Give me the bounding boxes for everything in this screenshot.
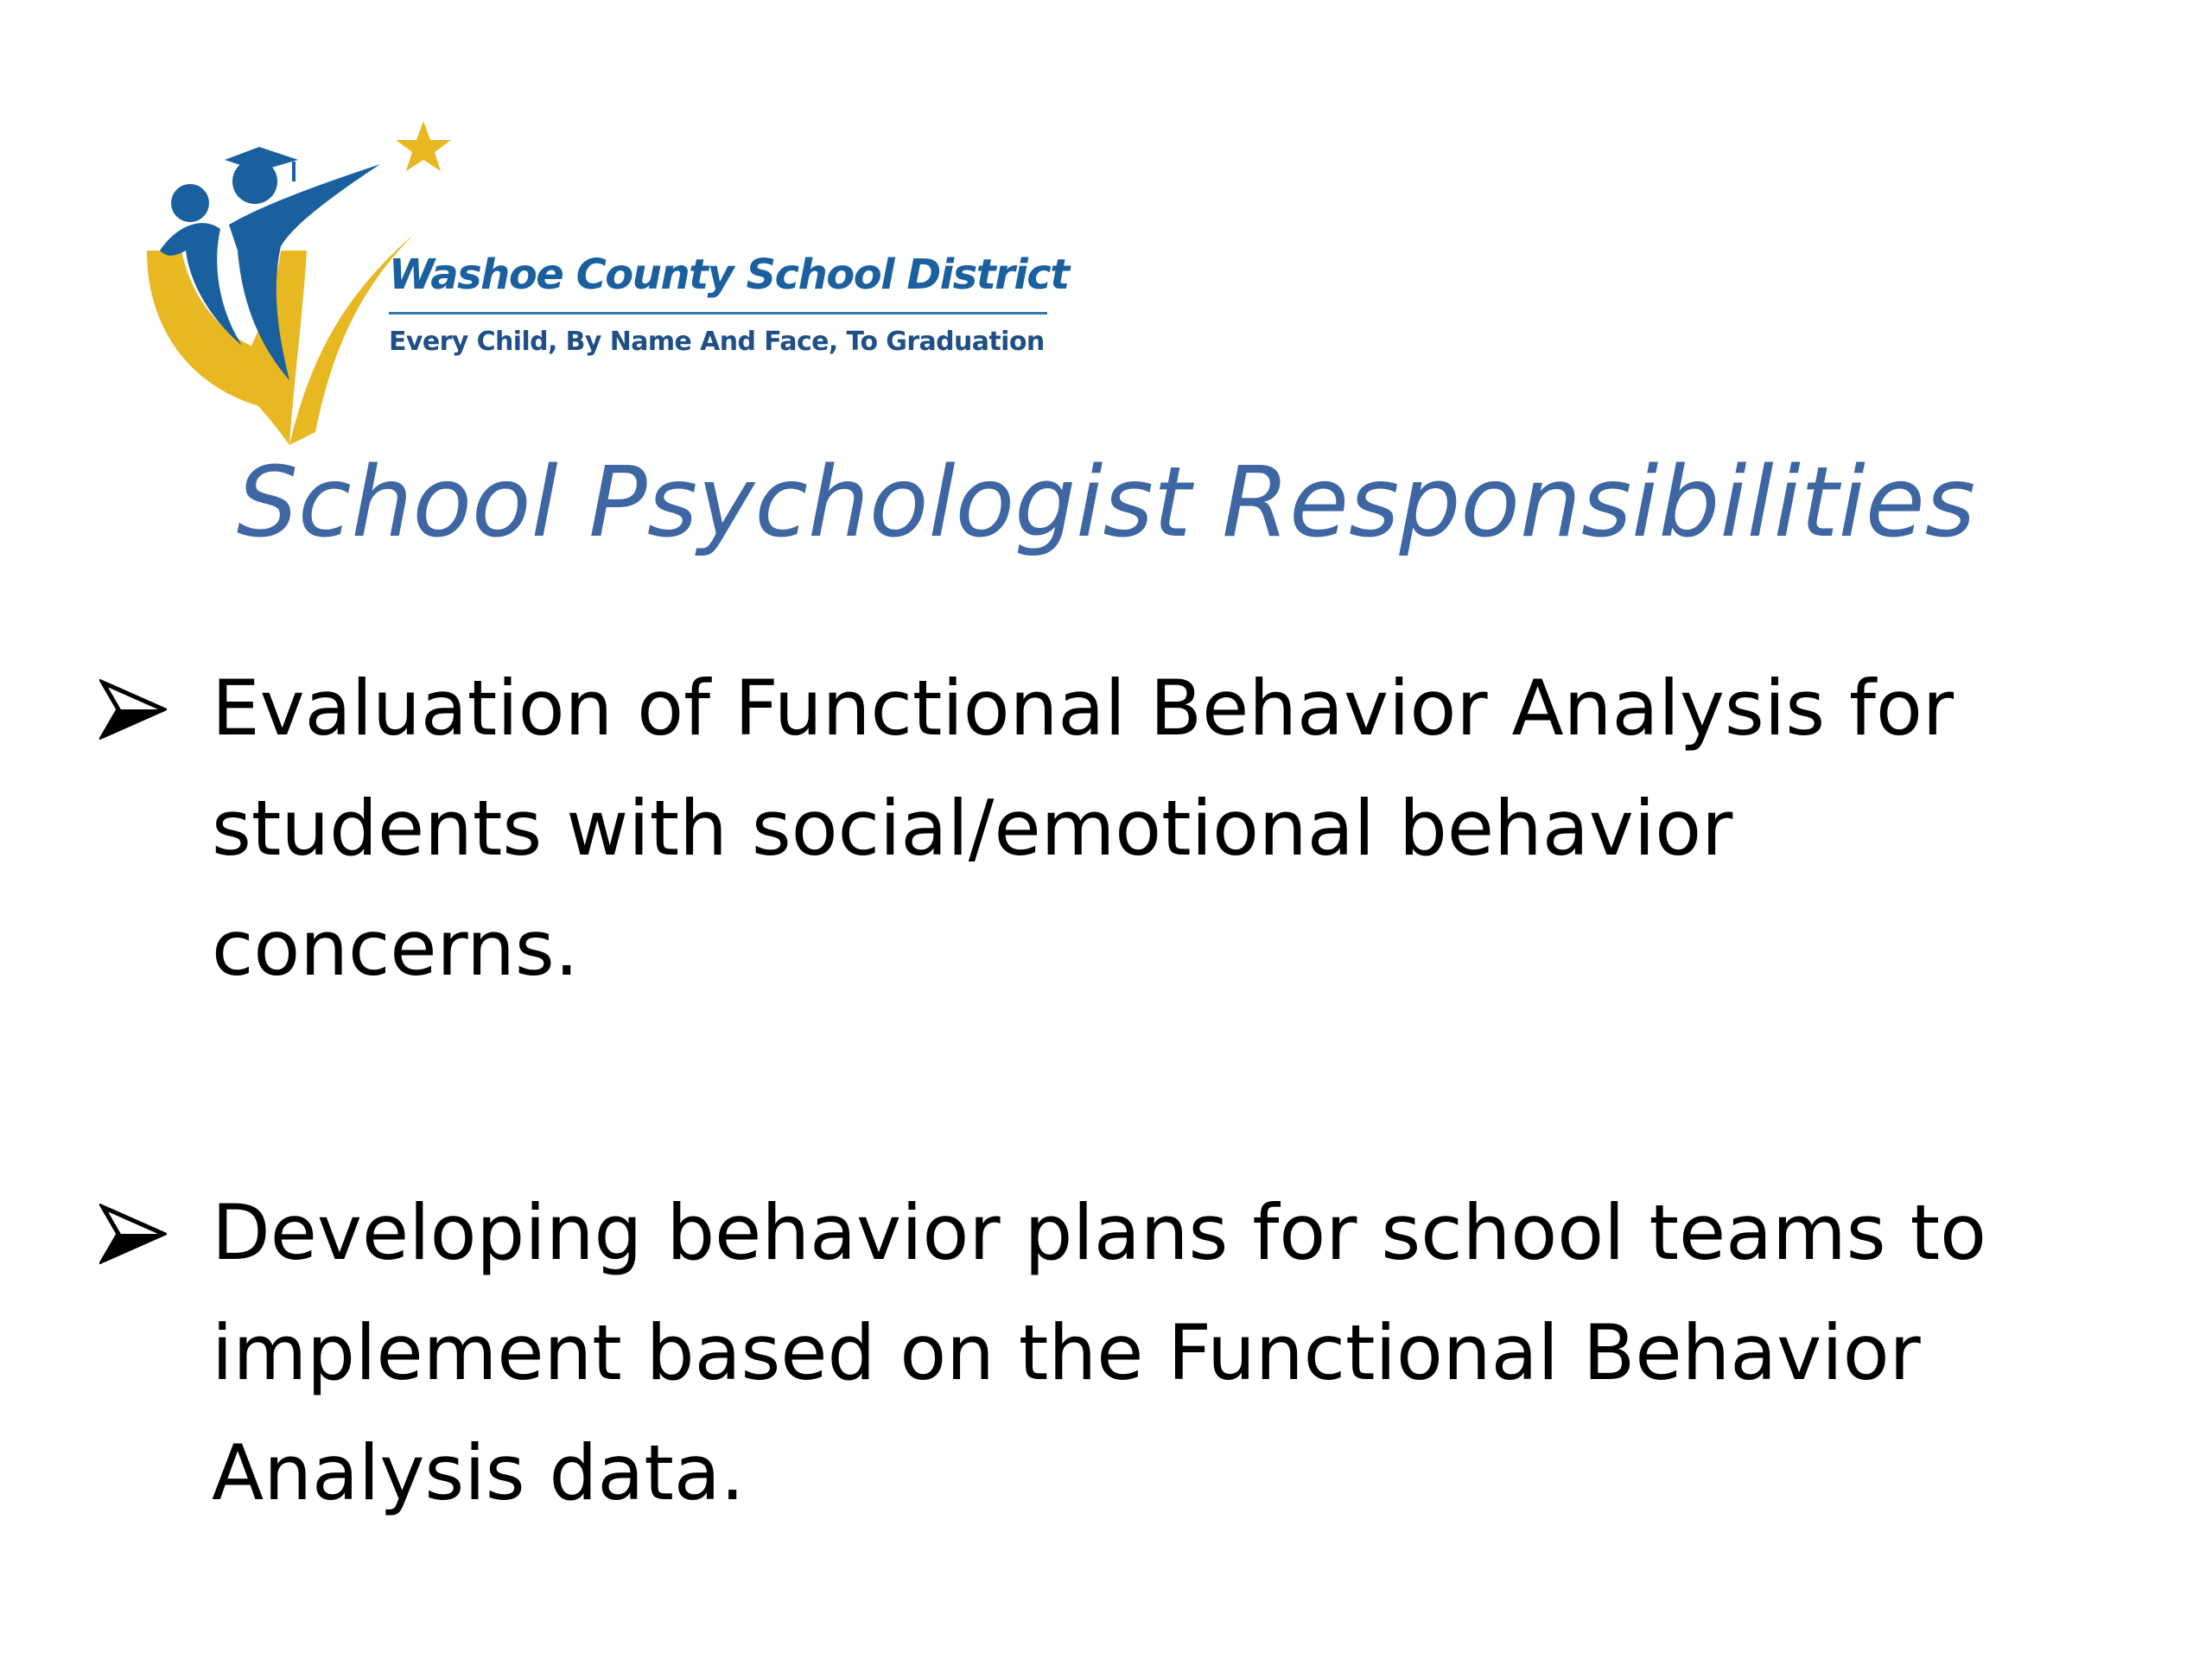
- district-name: Washoe County School District: [389, 251, 1069, 299]
- bullet-item: [99, 1173, 2113, 1533]
- logo-divider: [389, 312, 1047, 315]
- slide-title: School Psychologist Responsibilities: [236, 447, 1976, 559]
- arrowhead-bullet-icon: [99, 679, 167, 740]
- arrowhead-bullet-icon: [99, 1204, 167, 1264]
- bullet-item: [99, 648, 2113, 1008]
- district-logo: [130, 121, 1069, 449]
- bullet-list: [99, 648, 2113, 1533]
- district-tagline: Every Child, By Name And Face, To Graduation: [389, 327, 1045, 357]
- bullet-text: Developing behavior plans for school teams to implement based on the Functional Behavior Analysis data.: [212, 1188, 1986, 1517]
- bullet-text: Evaluation of Functional Behavior Analysis for students with social/emotional behavior concerns.: [212, 664, 1955, 993]
